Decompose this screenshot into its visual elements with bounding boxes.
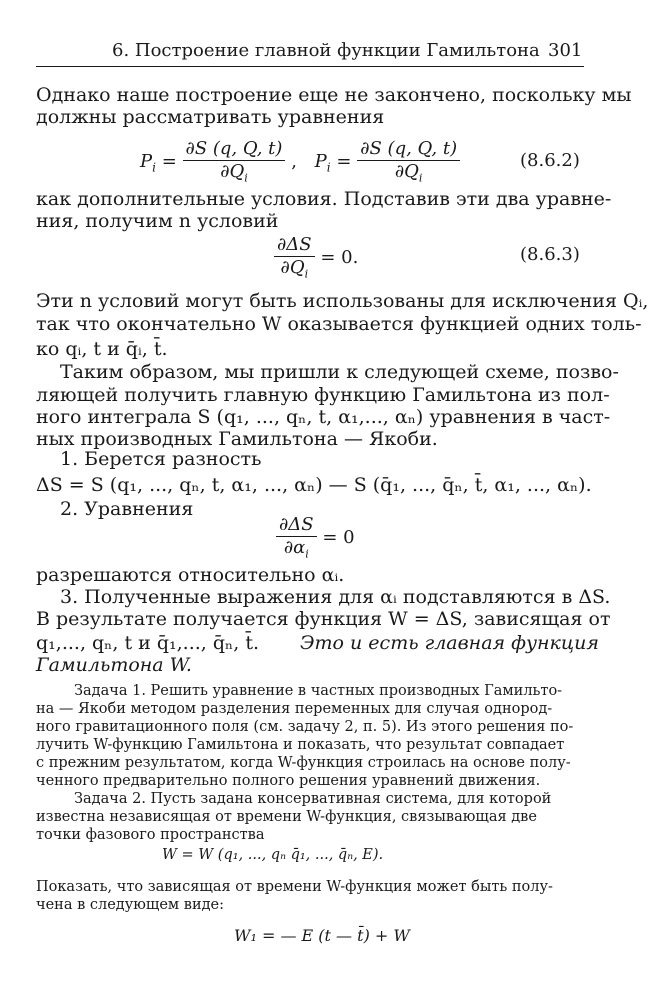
equation-step-2 xyxy=(276,516,355,560)
paragraph-4-line-2: ляющей получить главную функцию Гамильтона из пол- xyxy=(36,384,610,406)
step-3-line-1: 3. Полученные выражения для αᵢ подставляются в ΔS. xyxy=(60,586,611,608)
problem-2-equation: W = W (q₁, ..., qₙ q̄₁, ..., q̄ₙ, E). xyxy=(162,847,384,863)
eq2-rhs: = 0. xyxy=(320,246,359,268)
paragraph-2-line-1: как дополнительные условия. Подставив эти два уравне- xyxy=(36,188,612,210)
eq2-denominator: ∂Q xyxy=(280,257,305,278)
problem-2-continuation-line-1: Показать, что зависящая от времени W-функция может быть полу- xyxy=(36,879,553,895)
eq1-denominator-1: ∂Q xyxy=(220,161,245,182)
eq1-fraction-1 xyxy=(183,140,286,184)
eq3-rhs: = 0 xyxy=(322,526,355,548)
equation-8-6-3 xyxy=(274,236,358,280)
paragraph-1-line-1: Однако наше построение еще не закончено, поскольку мы xyxy=(36,84,632,106)
eq1-lhs1: P xyxy=(140,150,153,172)
step-3-emphasis-2: Гамильтона W. xyxy=(36,654,192,676)
eq1-fraction-2 xyxy=(357,140,460,184)
problem-2-line-1: Задача 2. Пусть задана консервативная система, для которой xyxy=(74,791,552,807)
paragraph-3-line-3: ко qᵢ, t и q̄ᵢ, t̄. xyxy=(36,338,168,360)
eq2-denominator-sub: i xyxy=(304,267,309,281)
paragraph-4-line-3: ного интеграла S (q₁, ..., qₙ, t, α₁,..., αₙ) уравнения в част- xyxy=(36,406,611,428)
eq1-denominator-1-sub: i xyxy=(244,171,248,185)
problem-2-result-equation: W₁ = — E (t — t̄) + W xyxy=(234,926,410,945)
eq3-numerator: ∂ΔS xyxy=(276,516,317,537)
eq3-denominator: ∂α xyxy=(283,537,306,558)
eq1-numerator-1: ∂S (q, Q, t) xyxy=(183,140,286,161)
eq1-separator: , xyxy=(291,150,297,172)
page-number: 301 xyxy=(548,40,583,61)
eq1-numerator-2: ∂S (q, Q, t) xyxy=(357,140,460,161)
paragraph-4-line-1: Таким образом, мы пришли к следующей схеме, позво- xyxy=(60,361,619,383)
step-2-title: 2. Уравнения xyxy=(60,498,194,520)
step-3-line-3: q₁,..., qₙ, t и q̄₁,..., q̄ₙ, t̄. xyxy=(36,632,260,654)
eq1-lhs2-sub: i xyxy=(326,160,331,175)
problem-1-line-3: ного гравитационного поля (см. задачу 2, п. 5). Из этого решения по- xyxy=(36,719,574,735)
problem-1-line-4: лучить W-функцию Гамильтона и показать, что результат совпадает xyxy=(36,737,565,753)
equation-number-8-6-2: (8.6.2) xyxy=(520,150,580,171)
equation-number-8-6-3: (8.6.3) xyxy=(520,244,580,265)
step-1-title: 1. Берется разность xyxy=(60,448,262,470)
running-header-title: 6. Построение главной функции Гамильтона xyxy=(112,40,540,61)
problem-2-continuation-line-2: чена в следующем виде: xyxy=(36,897,225,913)
step-3-line-2: В результате получается функция W = ΔS, зависящая от xyxy=(36,608,611,630)
problem-1-line-5: с прежним результатом, когда W-функция строилась на основе полу- xyxy=(36,755,571,771)
equation-8-6-2: $P_i$ = $\frac{\partial S (q, Q, t)}{\partial Q_i}$ , $P_i$ = $\frac{\partial S (q, Q, t)}{\partial Q_i}$ xyxy=(140,140,460,184)
step-2-text: разрешаются относительно αᵢ. xyxy=(36,564,345,586)
paragraph-3-line-2: так что окончательно W оказывается функцией одних толь- xyxy=(36,313,642,335)
problem-1-line-1: Задача 1. Решить уравнение в частных производных Гамильто- xyxy=(74,683,563,699)
eq1-denominator-2-sub: i xyxy=(418,171,423,185)
eq3-denominator-sub: i xyxy=(305,547,309,561)
eq2-fraction xyxy=(274,236,315,280)
problem-1-line-6: ченного предварительно полного решения уравнений движения. xyxy=(36,773,541,789)
header-rule xyxy=(36,66,584,67)
paragraph-2-line-2: ния, получим n условий xyxy=(36,210,279,232)
paragraph-3-line-1: Эти n условий могут быть использованы для исключения Qᵢ, xyxy=(36,290,649,312)
paragraph-4-line-4: ных производных Гамильтона — Якоби. xyxy=(36,428,438,450)
problem-1-line-2: на — Якоби методом разделения переменных для случая однород- xyxy=(36,701,553,717)
problem-2-line-3: точки фазового пространства xyxy=(36,827,265,843)
problem-2-line-2: известна независящая от времени W-функция, связывающая две xyxy=(36,809,537,825)
eq1-lhs2: P xyxy=(314,150,327,172)
eq3-fraction xyxy=(276,516,317,560)
step-1-formula: ΔS = S (q₁, ..., qₙ, t, α₁, ..., αₙ) — S (q̄₁, ..., q̄ₙ, t̄, α₁, ..., αₙ). xyxy=(36,474,592,496)
step-3-emphasis-1: Это и есть главная функция xyxy=(300,632,599,654)
eq1-lhs1-sub: i xyxy=(152,160,156,175)
eq1-denominator-2: ∂Q xyxy=(394,161,419,182)
paragraph-1-line-2: должны рассматривать уравнения xyxy=(36,106,385,128)
eq2-numerator: ∂ΔS xyxy=(274,236,315,257)
